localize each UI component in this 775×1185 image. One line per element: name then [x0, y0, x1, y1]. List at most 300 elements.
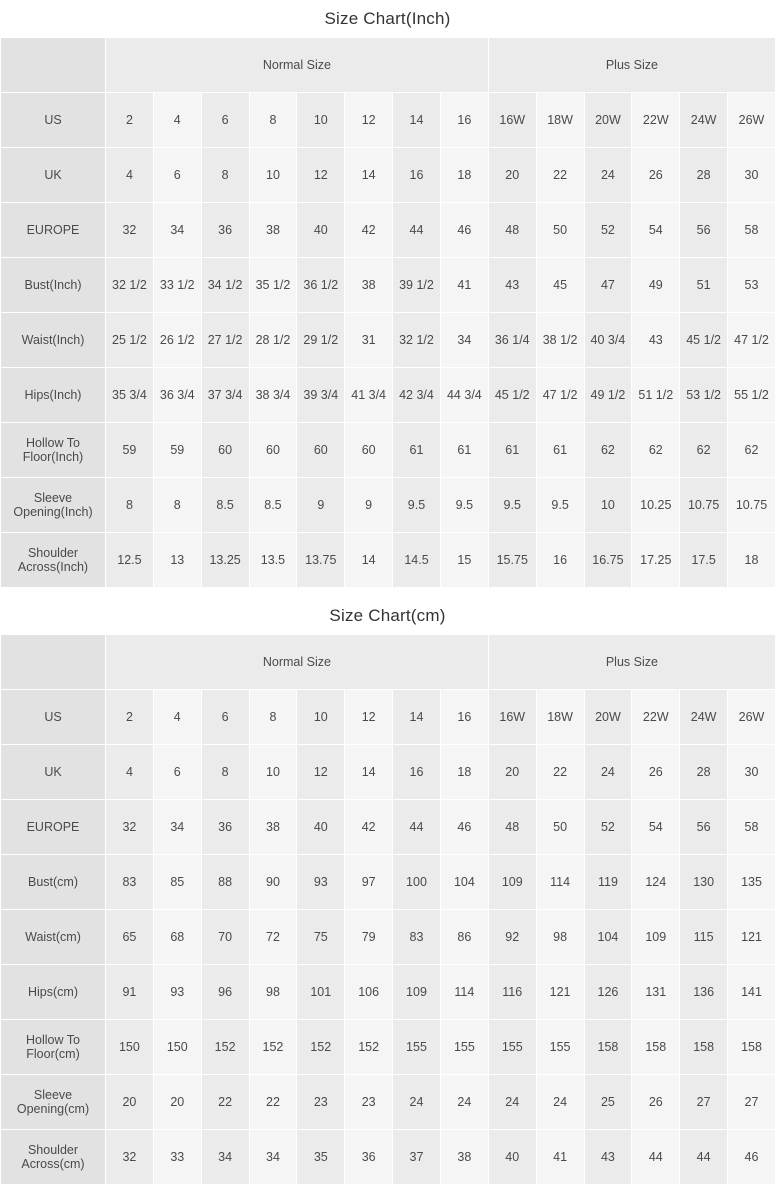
table-cell: 18W — [536, 93, 584, 148]
table-cell: 24 — [488, 1075, 536, 1130]
table-cell: 54 — [632, 203, 680, 258]
table-cell: 4 — [106, 148, 154, 203]
table-cell: 22 — [536, 745, 584, 800]
table-cell: 42 — [345, 800, 393, 855]
table-row — [1, 745, 775, 800]
table-cell: 56 — [680, 800, 728, 855]
table-corner-cell — [1, 635, 106, 690]
table-cell: 8 — [249, 690, 297, 745]
table-cell: 45 — [536, 258, 584, 313]
row-header: Shoulder Across(cm) — [1, 1130, 106, 1185]
table-cell: 32 1/2 — [393, 313, 441, 368]
group-header-normal: Normal Size — [106, 38, 489, 93]
table-row — [1, 93, 775, 148]
row-header: UK — [1, 745, 106, 800]
table-cell: 14 — [345, 745, 393, 800]
table-cell: 27 1/2 — [201, 313, 249, 368]
row-header: Hips(Inch) — [1, 368, 106, 423]
table-cell: 20W — [584, 93, 632, 148]
table-cell: 25 1/2 — [106, 313, 154, 368]
table-cell: 116 — [488, 965, 536, 1020]
table-cell: 62 — [728, 423, 775, 478]
table-cell: 8 — [201, 148, 249, 203]
table-cell: 83 — [393, 910, 441, 965]
table-cell: 26 — [632, 745, 680, 800]
table-cell: 17.25 — [632, 533, 680, 588]
table-cell: 42 3/4 — [393, 368, 441, 423]
table-cell: 24W — [680, 93, 728, 148]
table-cell: 14 — [393, 690, 441, 745]
table-cell: 12 — [297, 745, 345, 800]
row-header: Shoulder Across(Inch) — [1, 533, 106, 588]
table-cell: 150 — [153, 1020, 201, 1075]
table-cell: 155 — [536, 1020, 584, 1075]
table-cell: 50 — [536, 800, 584, 855]
table-cell: 83 — [106, 855, 154, 910]
table-cell: 114 — [440, 965, 488, 1020]
table-cell: 24 — [440, 1075, 488, 1130]
table-cell: 72 — [249, 910, 297, 965]
table-cell: 38 — [249, 203, 297, 258]
table-row — [1, 148, 775, 203]
table-cell: 34 1/2 — [201, 258, 249, 313]
table-cell: 4 — [106, 745, 154, 800]
table-cell: 12.5 — [106, 533, 154, 588]
table-cell: 86 — [440, 910, 488, 965]
table-cell: 39 3/4 — [297, 368, 345, 423]
table-cell: 26W — [728, 690, 775, 745]
table-cell: 2 — [106, 93, 154, 148]
table-row — [1, 855, 775, 910]
table-cell: 16 — [393, 745, 441, 800]
row-header: US — [1, 93, 106, 148]
table-cell: 38 — [440, 1130, 488, 1185]
table-cell: 155 — [440, 1020, 488, 1075]
table-row — [1, 1020, 775, 1075]
table-cell: 90 — [249, 855, 297, 910]
table-cell: 41 — [536, 1130, 584, 1185]
table-cell: 10.75 — [728, 478, 775, 533]
table-cell: 59 — [106, 423, 154, 478]
table-cell: 38 — [345, 258, 393, 313]
table-row — [1, 635, 775, 690]
table-cell: 104 — [440, 855, 488, 910]
table-cell: 26 — [632, 148, 680, 203]
table-cell: 150 — [106, 1020, 154, 1075]
table-cell: 24 — [584, 745, 632, 800]
table-cell: 152 — [201, 1020, 249, 1075]
table-cell: 18 — [728, 533, 775, 588]
table-cell: 36 — [345, 1130, 393, 1185]
table-cell: 36 — [201, 800, 249, 855]
table-cell: 48 — [488, 800, 536, 855]
row-header: Hips(cm) — [1, 965, 106, 1020]
table-cell: 13 — [153, 533, 201, 588]
table-cell: 38 3/4 — [249, 368, 297, 423]
table-cell: 41 — [440, 258, 488, 313]
table-cell: 75 — [297, 910, 345, 965]
table-cell: 43 — [632, 313, 680, 368]
row-header: US — [1, 690, 106, 745]
table-cell: 36 3/4 — [153, 368, 201, 423]
row-header: Bust(cm) — [1, 855, 106, 910]
table-cell: 37 3/4 — [201, 368, 249, 423]
table-cell: 124 — [632, 855, 680, 910]
table-cell: 109 — [488, 855, 536, 910]
table-cell: 4 — [153, 690, 201, 745]
table-cell: 68 — [153, 910, 201, 965]
row-header: Hollow To Floor(cm) — [1, 1020, 106, 1075]
table-cell: 8 — [201, 745, 249, 800]
table-cell: 28 — [680, 148, 728, 203]
chart-title: Size Chart(cm) — [0, 597, 775, 634]
table-cell: 55 1/2 — [728, 368, 775, 423]
table-row — [1, 203, 775, 258]
table-cell: 121 — [728, 910, 775, 965]
table-cell: 27 — [728, 1075, 775, 1130]
table-cell: 100 — [393, 855, 441, 910]
table-row — [1, 313, 775, 368]
table-cell: 34 — [440, 313, 488, 368]
table-cell: 141 — [728, 965, 775, 1020]
table-cell: 50 — [536, 203, 584, 258]
table-cell: 2 — [106, 690, 154, 745]
table-cell: 39 1/2 — [393, 258, 441, 313]
table-row — [1, 478, 775, 533]
table-cell: 62 — [584, 423, 632, 478]
group-header-plus: Plus Size — [488, 38, 775, 93]
table-cell: 10.25 — [632, 478, 680, 533]
table-cell: 28 1/2 — [249, 313, 297, 368]
table-cell: 62 — [680, 423, 728, 478]
table-cell: 8 — [153, 478, 201, 533]
table-cell: 36 1/4 — [488, 313, 536, 368]
table-cell: 92 — [488, 910, 536, 965]
table-cell: 136 — [680, 965, 728, 1020]
table-cell: 36 — [201, 203, 249, 258]
table-row — [1, 800, 775, 855]
table-cell: 15.75 — [488, 533, 536, 588]
table-row — [1, 423, 775, 478]
table-corner-cell — [1, 38, 106, 93]
table-cell: 10 — [297, 93, 345, 148]
table-cell: 40 — [297, 203, 345, 258]
table-cell: 30 — [728, 745, 775, 800]
row-header: EUROPE — [1, 203, 106, 258]
table-cell: 9.5 — [393, 478, 441, 533]
table-cell: 109 — [632, 910, 680, 965]
table-cell: 22W — [632, 690, 680, 745]
table-cell: 158 — [584, 1020, 632, 1075]
row-header: Bust(Inch) — [1, 258, 106, 313]
table-cell: 33 1/2 — [153, 258, 201, 313]
table-cell: 51 1/2 — [632, 368, 680, 423]
row-header: Waist(Inch) — [1, 313, 106, 368]
table-cell: 8.5 — [249, 478, 297, 533]
table-cell: 35 3/4 — [106, 368, 154, 423]
table-cell: 40 — [297, 800, 345, 855]
table-cell: 13.75 — [297, 533, 345, 588]
table-cell: 32 — [106, 1130, 154, 1185]
table-cell: 85 — [153, 855, 201, 910]
table-cell: 54 — [632, 800, 680, 855]
table-cell: 34 — [249, 1130, 297, 1185]
table-cell: 14 — [345, 148, 393, 203]
row-header: Hollow To Floor(Inch) — [1, 423, 106, 478]
table-cell: 37 — [393, 1130, 441, 1185]
table-cell: 35 1/2 — [249, 258, 297, 313]
table-cell: 14.5 — [393, 533, 441, 588]
table-cell: 44 — [393, 800, 441, 855]
table-cell: 23 — [345, 1075, 393, 1130]
table-cell: 130 — [680, 855, 728, 910]
table-cell: 131 — [632, 965, 680, 1020]
table-cell: 49 — [632, 258, 680, 313]
table-cell: 60 — [249, 423, 297, 478]
table-cell: 36 1/2 — [297, 258, 345, 313]
table-cell: 38 1/2 — [536, 313, 584, 368]
table-cell: 30 — [728, 148, 775, 203]
table-cell: 15 — [440, 533, 488, 588]
table-cell: 46 — [440, 203, 488, 258]
table-cell: 61 — [440, 423, 488, 478]
table-cell: 16 — [536, 533, 584, 588]
table-cell: 34 — [153, 800, 201, 855]
table-cell: 28 — [680, 745, 728, 800]
table-cell: 26 — [632, 1075, 680, 1130]
size-table — [0, 37, 775, 588]
table-cell: 32 1/2 — [106, 258, 154, 313]
table-cell: 9.5 — [536, 478, 584, 533]
table-cell: 152 — [297, 1020, 345, 1075]
table-cell: 44 — [393, 203, 441, 258]
table-cell: 24 — [536, 1075, 584, 1130]
table-cell: 135 — [728, 855, 775, 910]
table-cell: 47 — [584, 258, 632, 313]
table-cell: 6 — [201, 690, 249, 745]
table-cell: 101 — [297, 965, 345, 1020]
row-header: EUROPE — [1, 800, 106, 855]
table-cell: 52 — [584, 800, 632, 855]
table-cell: 47 1/2 — [728, 313, 775, 368]
table-cell: 40 3/4 — [584, 313, 632, 368]
table-cell: 59 — [153, 423, 201, 478]
table-cell: 10 — [297, 690, 345, 745]
table-cell: 34 — [153, 203, 201, 258]
table-cell: 44 — [680, 1130, 728, 1185]
table-cell: 45 1/2 — [488, 368, 536, 423]
table-cell: 14 — [393, 93, 441, 148]
table-cell: 25 — [584, 1075, 632, 1130]
table-cell: 23 — [297, 1075, 345, 1130]
row-header: UK — [1, 148, 106, 203]
table-cell: 31 — [345, 313, 393, 368]
table-cell: 8 — [249, 93, 297, 148]
table-cell: 9.5 — [440, 478, 488, 533]
table-cell: 43 — [488, 258, 536, 313]
table-row — [1, 1075, 775, 1130]
table-cell: 49 1/2 — [584, 368, 632, 423]
table-cell: 27 — [680, 1075, 728, 1130]
group-header-plus: Plus Size — [488, 635, 775, 690]
table-cell: 58 — [728, 203, 775, 258]
table-cell: 61 — [536, 423, 584, 478]
table-cell: 9.5 — [488, 478, 536, 533]
table-cell: 44 3/4 — [440, 368, 488, 423]
table-cell: 61 — [488, 423, 536, 478]
table-cell: 42 — [345, 203, 393, 258]
table-cell: 16.75 — [584, 533, 632, 588]
table-cell: 155 — [393, 1020, 441, 1075]
table-cell: 61 — [393, 423, 441, 478]
table-cell: 109 — [393, 965, 441, 1020]
table-cell: 98 — [536, 910, 584, 965]
table-cell: 10.75 — [680, 478, 728, 533]
table-cell: 12 — [297, 148, 345, 203]
table-cell: 20 — [153, 1075, 201, 1130]
table-cell: 93 — [297, 855, 345, 910]
table-cell: 119 — [584, 855, 632, 910]
table-cell: 104 — [584, 910, 632, 965]
table-cell: 10 — [249, 745, 297, 800]
table-cell: 96 — [201, 965, 249, 1020]
table-cell: 48 — [488, 203, 536, 258]
table-cell: 60 — [345, 423, 393, 478]
table-cell: 34 — [201, 1130, 249, 1185]
table-cell: 24W — [680, 690, 728, 745]
table-cell: 12 — [345, 93, 393, 148]
table-cell: 6 — [153, 745, 201, 800]
table-cell: 10 — [584, 478, 632, 533]
table-row — [1, 690, 775, 745]
table-cell: 22 — [201, 1075, 249, 1130]
table-cell: 22W — [632, 93, 680, 148]
table-cell: 16W — [488, 690, 536, 745]
table-cell: 20 — [488, 148, 536, 203]
table-cell: 152 — [345, 1020, 393, 1075]
table-cell: 58 — [728, 800, 775, 855]
table-cell: 46 — [440, 800, 488, 855]
table-cell: 24 — [584, 148, 632, 203]
table-cell: 88 — [201, 855, 249, 910]
table-cell: 40 — [488, 1130, 536, 1185]
table-cell: 18 — [440, 148, 488, 203]
table-cell: 79 — [345, 910, 393, 965]
table-cell: 56 — [680, 203, 728, 258]
table-cell: 53 — [728, 258, 775, 313]
row-header: Sleeve Opening(cm) — [1, 1075, 106, 1130]
table-cell: 8 — [106, 478, 154, 533]
table-cell: 4 — [153, 93, 201, 148]
table-cell: 9 — [345, 478, 393, 533]
table-cell: 16W — [488, 93, 536, 148]
table-cell: 44 — [632, 1130, 680, 1185]
table-cell: 16 — [393, 148, 441, 203]
table-cell: 60 — [297, 423, 345, 478]
group-header-normal: Normal Size — [106, 635, 489, 690]
table-cell: 97 — [345, 855, 393, 910]
table-cell: 35 — [297, 1130, 345, 1185]
table-cell: 33 — [153, 1130, 201, 1185]
table-cell: 155 — [488, 1020, 536, 1075]
table-cell: 53 1/2 — [680, 368, 728, 423]
table-cell: 26 1/2 — [153, 313, 201, 368]
table-cell: 114 — [536, 855, 584, 910]
table-cell: 20 — [106, 1075, 154, 1130]
row-header: Sleeve Opening(Inch) — [1, 478, 106, 533]
table-cell: 45 1/2 — [680, 313, 728, 368]
table-cell: 41 3/4 — [345, 368, 393, 423]
table-cell: 70 — [201, 910, 249, 965]
table-cell: 8.5 — [201, 478, 249, 533]
table-cell: 126 — [584, 965, 632, 1020]
table-cell: 20 — [488, 745, 536, 800]
table-cell: 60 — [201, 423, 249, 478]
table-row — [1, 1130, 775, 1185]
table-cell: 17.5 — [680, 533, 728, 588]
size-chart-block — [0, 597, 775, 1185]
table-cell: 16 — [440, 93, 488, 148]
table-cell: 6 — [153, 148, 201, 203]
chart-title: Size Chart(Inch) — [0, 0, 775, 37]
table-cell: 121 — [536, 965, 584, 1020]
table-cell: 13.25 — [201, 533, 249, 588]
table-cell: 93 — [153, 965, 201, 1020]
table-row — [1, 910, 775, 965]
table-cell: 65 — [106, 910, 154, 965]
table-cell: 43 — [584, 1130, 632, 1185]
table-cell: 22 — [249, 1075, 297, 1130]
table-cell: 13.5 — [249, 533, 297, 588]
table-cell: 62 — [632, 423, 680, 478]
table-cell: 26W — [728, 93, 775, 148]
table-cell: 18W — [536, 690, 584, 745]
table-cell: 38 — [249, 800, 297, 855]
table-cell: 9 — [297, 478, 345, 533]
table-cell: 20W — [584, 690, 632, 745]
table-cell: 52 — [584, 203, 632, 258]
size-table — [0, 634, 775, 1185]
size-chart-block — [0, 0, 775, 588]
table-cell: 158 — [680, 1020, 728, 1075]
section-spacer — [0, 588, 775, 597]
table-cell: 91 — [106, 965, 154, 1020]
table-cell: 32 — [106, 203, 154, 258]
table-cell: 158 — [632, 1020, 680, 1075]
table-cell: 32 — [106, 800, 154, 855]
table-cell: 22 — [536, 148, 584, 203]
table-cell: 46 — [728, 1130, 775, 1185]
table-cell: 152 — [249, 1020, 297, 1075]
table-cell: 18 — [440, 745, 488, 800]
table-cell: 6 — [201, 93, 249, 148]
table-cell: 47 1/2 — [536, 368, 584, 423]
table-cell: 24 — [393, 1075, 441, 1130]
table-cell: 10 — [249, 148, 297, 203]
row-header: Waist(cm) — [1, 910, 106, 965]
table-cell: 16 — [440, 690, 488, 745]
table-cell: 12 — [345, 690, 393, 745]
table-row — [1, 368, 775, 423]
table-cell: 51 — [680, 258, 728, 313]
table-row — [1, 258, 775, 313]
table-row — [1, 965, 775, 1020]
table-cell: 115 — [680, 910, 728, 965]
table-row — [1, 38, 775, 93]
table-cell: 98 — [249, 965, 297, 1020]
table-cell: 14 — [345, 533, 393, 588]
table-cell: 29 1/2 — [297, 313, 345, 368]
